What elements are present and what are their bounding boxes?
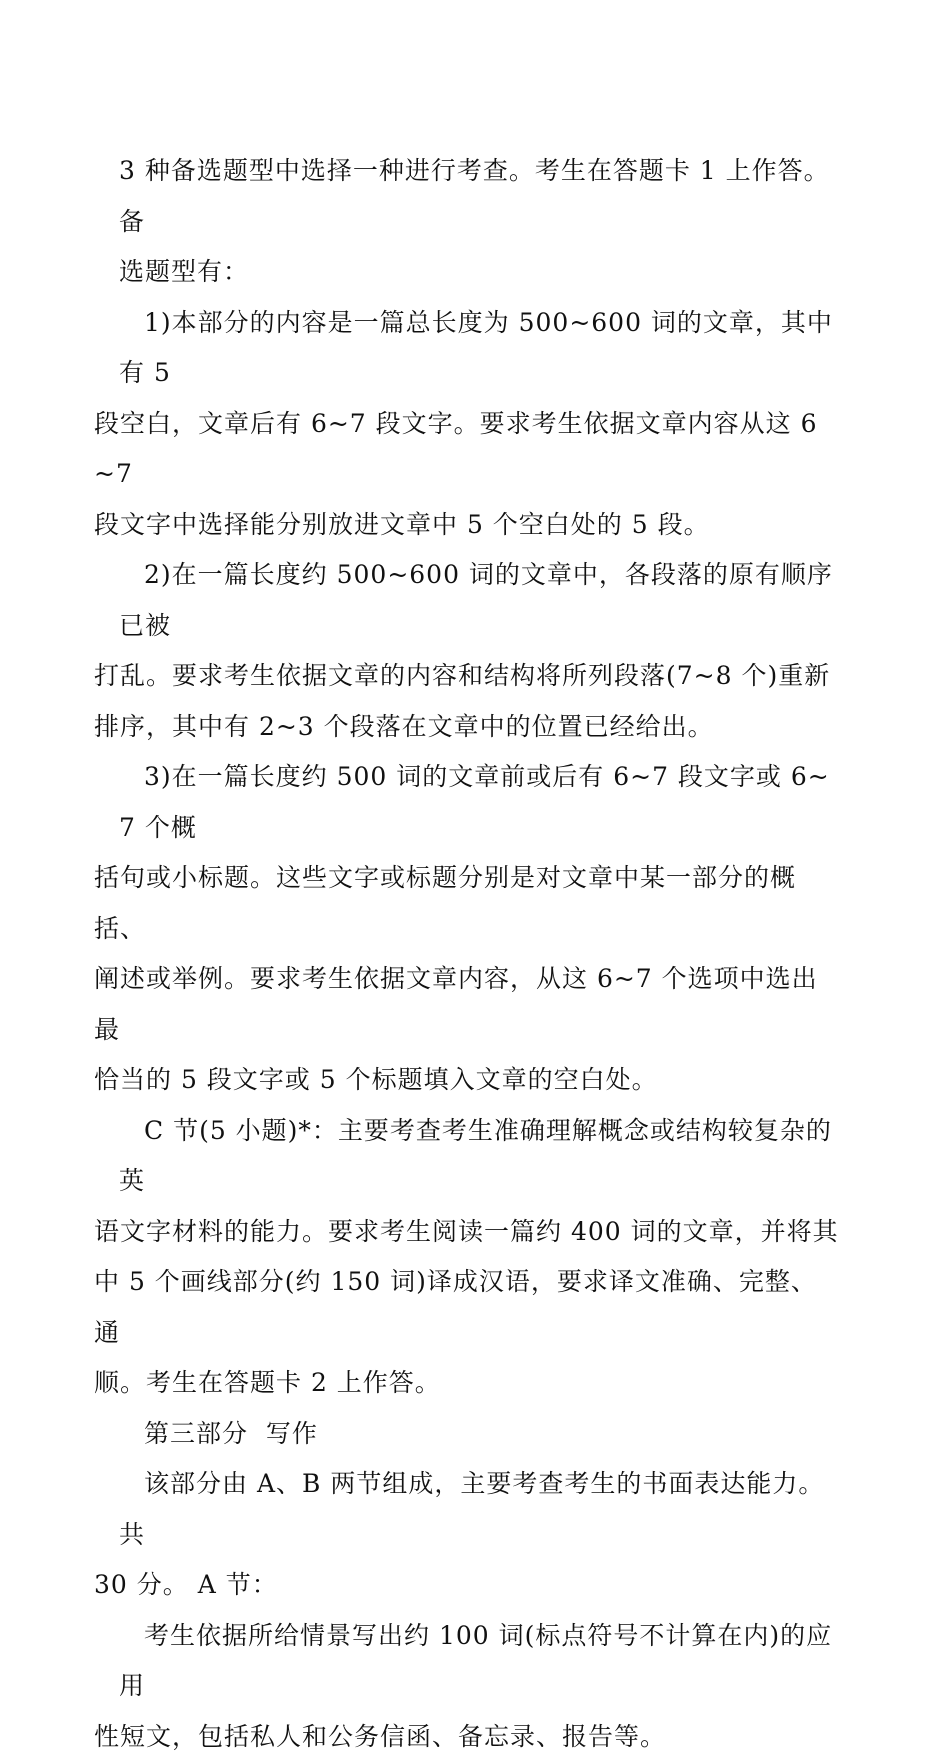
text-line: 3 种备选题型中选择一种进行考查。考生在答题卡 1 上作答。 备: [119, 156, 830, 236]
document-body: [119, 146, 839, 1762]
section-heading-writing: [119, 1409, 839, 1460]
text-line: 打乱。要求考生依据文章的内容和结构将所列段落(7~8 个)重新: [94, 651, 830, 702]
text-line: 该部分由 A、B 两节组成，主要考查考生的书面表达能力。共: [119, 1469, 824, 1549]
paragraph-type-3: [119, 752, 839, 1106]
text-line: 考生依据所给情景写出约 100 词(标点符号不计算在内)的应用: [119, 1621, 832, 1701]
text-line: 语文字材料的能力。要求考生阅读一篇约 400 词的文章，并将其: [94, 1207, 839, 1258]
text-line: 30 分。 A 节：: [94, 1560, 278, 1611]
text-line: 排序，其中有 2~3 个段落在文章中的位置已经给出。: [94, 702, 714, 753]
text-line: 段文字中选择能分别放进文章中 5 个空白处的 5 段。: [94, 500, 710, 551]
paragraph-type-2: [119, 550, 839, 752]
text-line: 阐述或举例。要求考生依据文章内容，从这 6~7 个选项中选出最: [94, 954, 839, 1055]
paragraph-type-1: [119, 298, 839, 551]
text-line: 顺。考生在答题卡 2 上作答。: [94, 1358, 441, 1409]
text-line: 3)在一篇长度约 500 词的文章前或后有 6~7 段文字或 6~7 个概: [119, 762, 830, 842]
paragraph-question-types-intro: [119, 146, 839, 298]
text-line: 2)在一篇长度约 500~600 词的文章中，各段落的原有顺序已被: [119, 560, 833, 640]
paragraph-writing-intro: [119, 1459, 839, 1611]
text-line: 段空白，文章后有 6~7 段文字。要求考生依据文章内容从这 6~7: [94, 399, 839, 500]
text-line: 选题型有：: [119, 257, 249, 286]
text-line: 括句或小标题。这些文字或标题分别是对文章中某一部分的概括、: [94, 853, 839, 954]
text-line: 恰当的 5 段文字或 5 个标题填入文章的空白处。: [94, 1055, 658, 1106]
text-line: 性短文，包括私人和公务信函、备忘录、报告等。: [94, 1712, 666, 1762]
text-line: 中 5 个画线部分(约 150 词)译成汉语，要求译文准确、完整、通: [94, 1257, 839, 1358]
heading-text: 第三部分 写作: [144, 1419, 318, 1448]
text-line: C 节(5 小题)*：主要考查考生准确理解概念或结构较复杂的英: [119, 1116, 832, 1196]
paragraph-section-c: [119, 1106, 839, 1409]
text-line: 1)本部分的内容是一篇总长度为 500~600 词的文章，其中有 5: [119, 308, 833, 388]
paragraph-section-a: [119, 1611, 839, 1762]
